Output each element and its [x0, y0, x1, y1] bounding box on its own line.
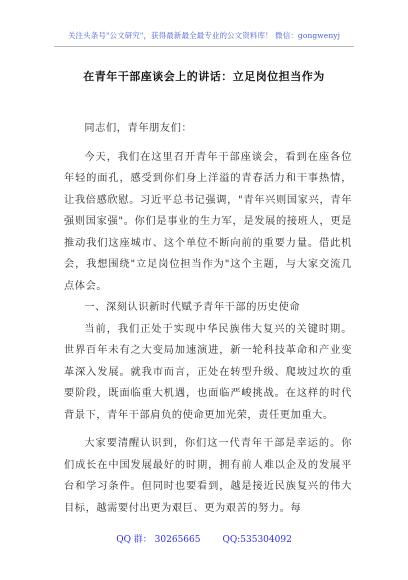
header-note: 关注头条号"公文研究"，获得最新最全最专业的公文资料库！ 微信：gongwenyj: [67, 31, 341, 40]
section-heading-1: 一、深刻认识新时代赋予青年干部的历史使命: [84, 302, 301, 313]
paragraph-awareness: 大家要清醒认识到，你们这一代青年干部是幸运的。你们成长在中国发展最好的时期，拥有前人难以企及的发展平台和学习条件。但同时也要看到，越是接近民族复兴的伟大目标，越需要付出更为艰巨、更为艰苦的努力。每: [64, 438, 352, 514]
paragraph-opening: 今天，我们在这里召开青年干部座谈会，看到在座各位年轻的面孔，感受到你们身上洋溢的青春活力和干事热情，让我倍感欣慰。习近平总书记强调，"青年兴则国家兴，青年强则国家强"。你们是事业的生力军，是发展的接班人，更是推动我们这座城市、这个单位不断向前的重要力量。借此机会，我想围绕"立足岗位担当作为"这个主题，与大家交流几点体会。: [64, 151, 352, 292]
footer-qq-number: QQ:535304092: [222, 535, 292, 545]
footer-contact: [0, 532, 408, 545]
salutation: 同志们，青年朋友们：: [84, 123, 193, 134]
header-divider: [54, 46, 354, 47]
paragraph-context: 当前，我们正处于实现中华民族伟大复兴的关键时期。世界百年未有之大变局加速演进，新一轮科技革命和产业变革深入发展。就我市而言，正处在转型升级、爬坡过坎的重要阶段，既面临重大机遇，也面临严峻挑战。在这样的时代背景下，青年干部肩负的使命更加光荣，责任更加重大。: [64, 323, 352, 421]
document-body: [64, 118, 352, 519]
document-title: 在青年干部座谈会上的讲话：立足岗位担当作为: [83, 70, 325, 83]
footer-qq-group: QQ 群： 30265665: [116, 535, 201, 545]
